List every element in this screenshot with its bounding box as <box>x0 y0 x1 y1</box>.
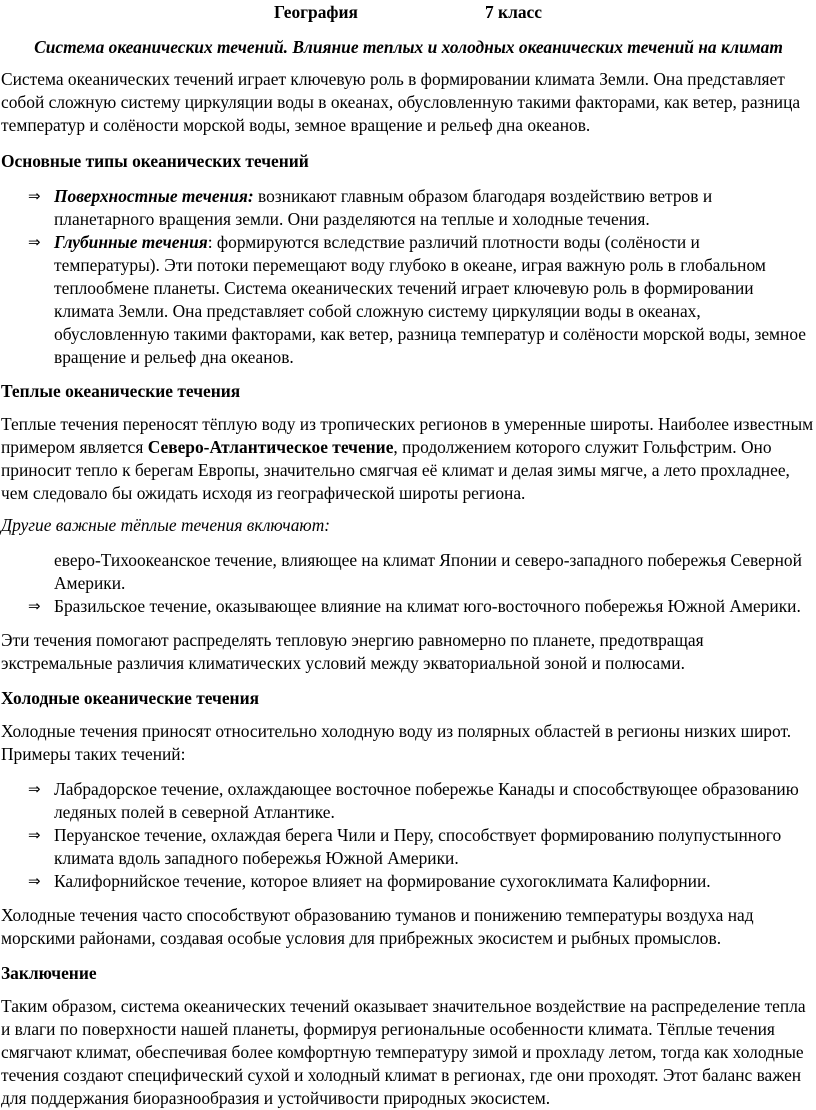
document-title: Система океанических течений. Влияние теплых и холодных океанических течений на климат <box>34 37 783 57</box>
list-item <box>1 185 816 231</box>
warm-highlight: Северо-Атлантическое течение <box>147 437 394 457</box>
warm-list <box>1 549 816 618</box>
warm-summary-paragraph: Эти течения помогают распределять тепловую энергию равномерно по планете, предотвращая экстремальные различия климатических условий между экваториальной зоной и полюсами. <box>1 630 704 673</box>
arrow-icon: ⇒ <box>28 826 41 844</box>
item-text: Калифорнийское течение, которое влияет на формирование сухогоклимата Калифорнии. <box>54 871 711 891</box>
list-item <box>1 870 816 893</box>
arrow-icon: ⇒ <box>28 187 41 205</box>
item-text: возникают главным образом благодаря воздействию ветров и планетарного вращения земли. Они разделяются на теплые и холодные течения. <box>54 186 713 229</box>
list-item <box>1 824 816 870</box>
cold-summary-paragraph: Холодные течения часто способствуют образованию туманов и понижению температуры воздуха над морскими районами, создавая особые условия для прибрежных экосистем и рыбных промыслов. <box>1 905 754 948</box>
document-header <box>1 1 816 24</box>
item-term: Поверхностные течения: <box>54 186 254 206</box>
conclusion-paragraph: Таким образом, система океанических течений оказывает значительное воздействие на распределение тепла и влаги по поверхности нашей планеты, формируя региональные особенности климата. Тёплые течения смягчают климат, обеспечивая более комфортную температуру зимой и прохладу летом, тогда как холодные течения создают специфический сухой и холодный климат в регионах, где они проходят. Этот баланс важен для поддержания биоразнообразия и устойчивости природных экосистем. <box>1 996 806 1108</box>
list-item <box>1 778 816 824</box>
list-item <box>1 231 816 369</box>
warm-paragraph <box>1 413 816 505</box>
item-text: Лабрадорское течение, охлаждающее восточное побережье Канады и способствующее образованию ледяных полей в северной Атлантике. <box>54 779 799 822</box>
document-page <box>0 1 816 1108</box>
grade-label: 7 класс <box>485 2 542 22</box>
warm-text-before: Теплые течения переносят тёплую воду из тропических регионов в умеренные широты. Наиболее известным примером является <box>1 414 814 457</box>
cold-list <box>1 778 816 893</box>
item-text: Бразильское течение, оказывающее влияние на климат юго-восточного побережья Южной Америки. <box>54 596 801 616</box>
warm-other-label: Другие важные тёплые течения включают: <box>1 515 331 535</box>
item-term: Глубинные течения <box>54 232 208 252</box>
arrow-icon: ⇒ <box>28 780 41 798</box>
cold-paragraph: Холодные течения приносят относительно холодную воду из полярных областей в регионы низких широт. Примеры таких течений: <box>1 721 792 764</box>
list-item <box>1 595 816 618</box>
arrow-icon: ⇒ <box>28 597 41 615</box>
arrow-icon: ⇒ <box>28 233 41 251</box>
types-list <box>1 185 816 369</box>
section-heading-cold: Холодные океанические течения <box>1 688 260 708</box>
intro-paragraph: Система океанических течений играет ключевую роль в формировании климата Земли. Она представляет собой сложную систему циркуляции воды в океанах, обусловленную такими факторами, как ветер, разница температур и солёности морской воды, земное вращение и рельеф дна океанов. <box>1 69 801 135</box>
section-heading-warm: Теплые океанические течения <box>1 381 241 401</box>
item-text: : формируются вследствие различий плотности воды (солёности и температуры). Эти потоки перемещают воду глубоко в океане, играя важную роль в глобальном теплообмене планеты. Система океанических течений играет ключевую роль в формировании климата Земли. Она представляет собой сложную систему циркуляции воды в океанах, обусловленную такими факторами, как ветер, разница температур и солёности морской воды, земное вращение и рельеф дна океанов. <box>54 232 806 367</box>
item-text: еверо-Тихоокеанское течение, влияющее на климат Японии и северо-западного побережья Северной Америки. <box>54 550 802 593</box>
warm-text-after: , продолжением которого служит Гольфстрим. Оно приносит тепло к берегам Европы, значительно смягчая её климат и делая зимы мягче, а лето прохладнее, чем следовало бы ожидать исходя из географической широты региона. <box>1 437 790 503</box>
item-text: Перуанское течение, охлаждая берега Чили и Перу, способствует формированию полупустынного климата вдоль западного побережья Южной Америки. <box>54 825 782 868</box>
list-item <box>1 549 816 595</box>
section-heading-conclusion: Заключение <box>1 963 97 983</box>
subject-label: География <box>274 2 358 22</box>
section-heading-types: Основные типы океанических течений <box>1 151 309 171</box>
arrow-icon: ⇒ <box>28 872 41 890</box>
